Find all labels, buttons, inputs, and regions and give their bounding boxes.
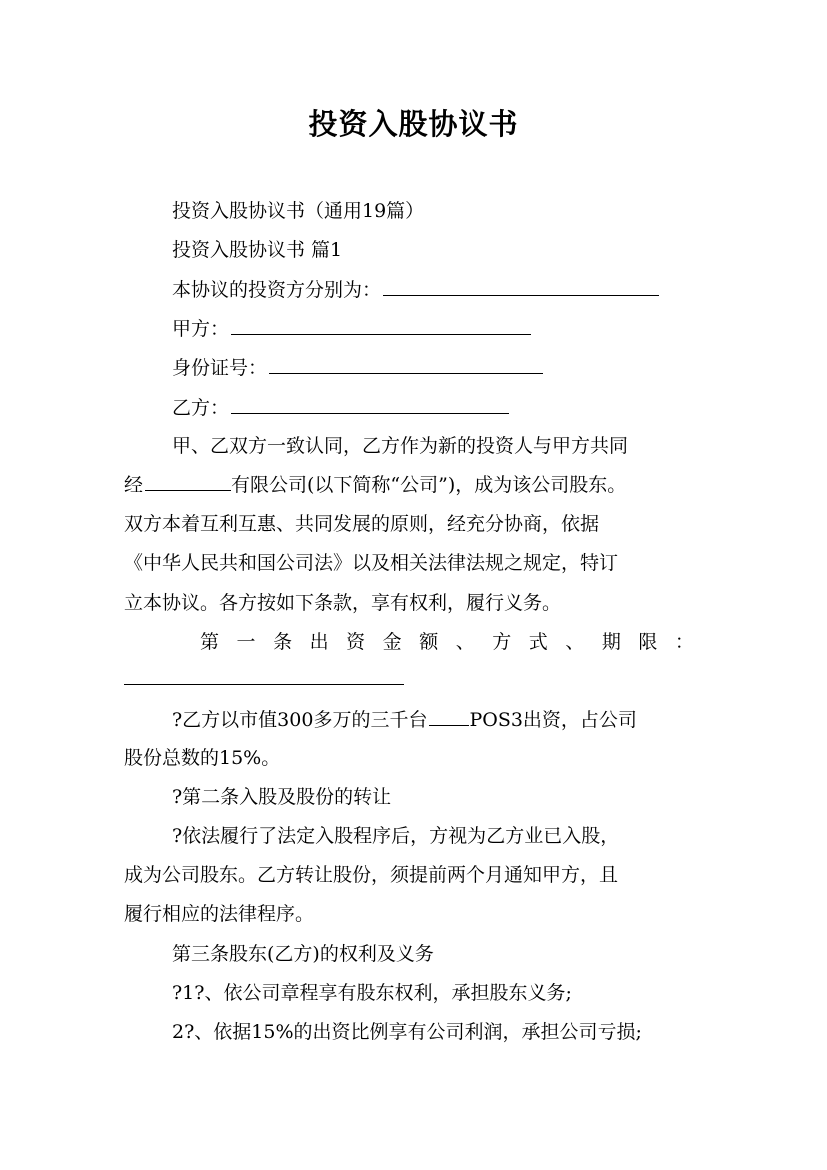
paragraph-line: 甲、乙双方一致认同，乙方作为新的投资人与甲方共同 [172,435,629,457]
heading-char: ： [674,631,694,653]
paragraph-line [124,471,626,499]
heading-char: 资 [346,631,366,653]
document-title: 投资入股协议书 [308,107,519,141]
heading-char: 第 [200,631,220,653]
heading-char: 条 [273,631,293,653]
paragraph-line: 履行相应的法律程序。 [124,903,315,925]
heading-char: 出 [309,631,329,653]
paragraph-line: ?依法履行了法定入股程序后，方视为乙方业已入股， [172,825,620,847]
id-number-blank [269,355,543,374]
article-one-blank [124,684,404,685]
inline-blank [429,707,469,726]
party-a-blank [231,316,531,335]
heading-char: 金 [382,631,402,653]
company-name-blank [145,472,231,491]
party-a-line [172,315,531,343]
party-a-label: 甲方： [172,318,230,340]
paragraph-text: 经 [124,474,144,496]
paragraph-line: 立本协议。各方按如下条款，享有权利，履行义务。 [124,592,562,614]
heading-char: 、 [455,631,475,653]
paragraph-text: 有限公司(以下简称“公司”)，成为该公司股东。 [231,474,627,496]
heading-char: 式 [528,631,548,653]
heading-char: 期 [601,631,621,653]
paragraph-line: 双方本着互利互惠、共同发展的原则，经充分协商，依据 [124,513,600,535]
party-b-line [172,394,509,422]
investors-line [172,276,659,304]
subtitle-line: 投资入股协议书（通用19篇） [172,200,425,222]
article-one-heading [200,628,694,656]
investors-label: 本协议的投资方分别为： [172,279,382,301]
paragraph-line: 成为公司股东。乙方转让股份，须提前两个月通知甲方，且 [124,864,619,886]
investors-blank [383,277,659,296]
party-b-blank [231,395,509,414]
paragraph-line: 股份总数的15%。 [124,747,281,769]
id-number-label: 身份证号： [172,357,268,379]
paragraph-text: POS3出资，占公司 [469,709,637,731]
heading-char: 方 [492,631,512,653]
paragraph-text: ?乙方以市值300多万的三千台 [172,709,428,731]
article-two-heading: ?第二条入股及股份的转让 [172,786,392,808]
heading-char: 额 [419,631,439,653]
paragraph-line [172,706,637,734]
section-heading: 投资入股协议书 篇1 [172,239,343,261]
heading-char: 一 [236,631,256,653]
party-b-label: 乙方： [172,397,230,419]
article-three-heading: 第三条股东(乙方)的权利及义务 [172,943,434,965]
clause-line: ?1?、依公司章程享有股东权利，承担股东义务; [172,982,572,1004]
clause-line: 2?、依据15%的出资比例享有公司利润，承担公司亏损; [172,1021,642,1043]
id-number-line [172,354,543,382]
heading-char: 、 [565,631,585,653]
heading-char: 限 [638,631,658,653]
paragraph-line: 《中华人民共和国公司法》以及相关法律法规之规定，特订 [124,552,619,574]
